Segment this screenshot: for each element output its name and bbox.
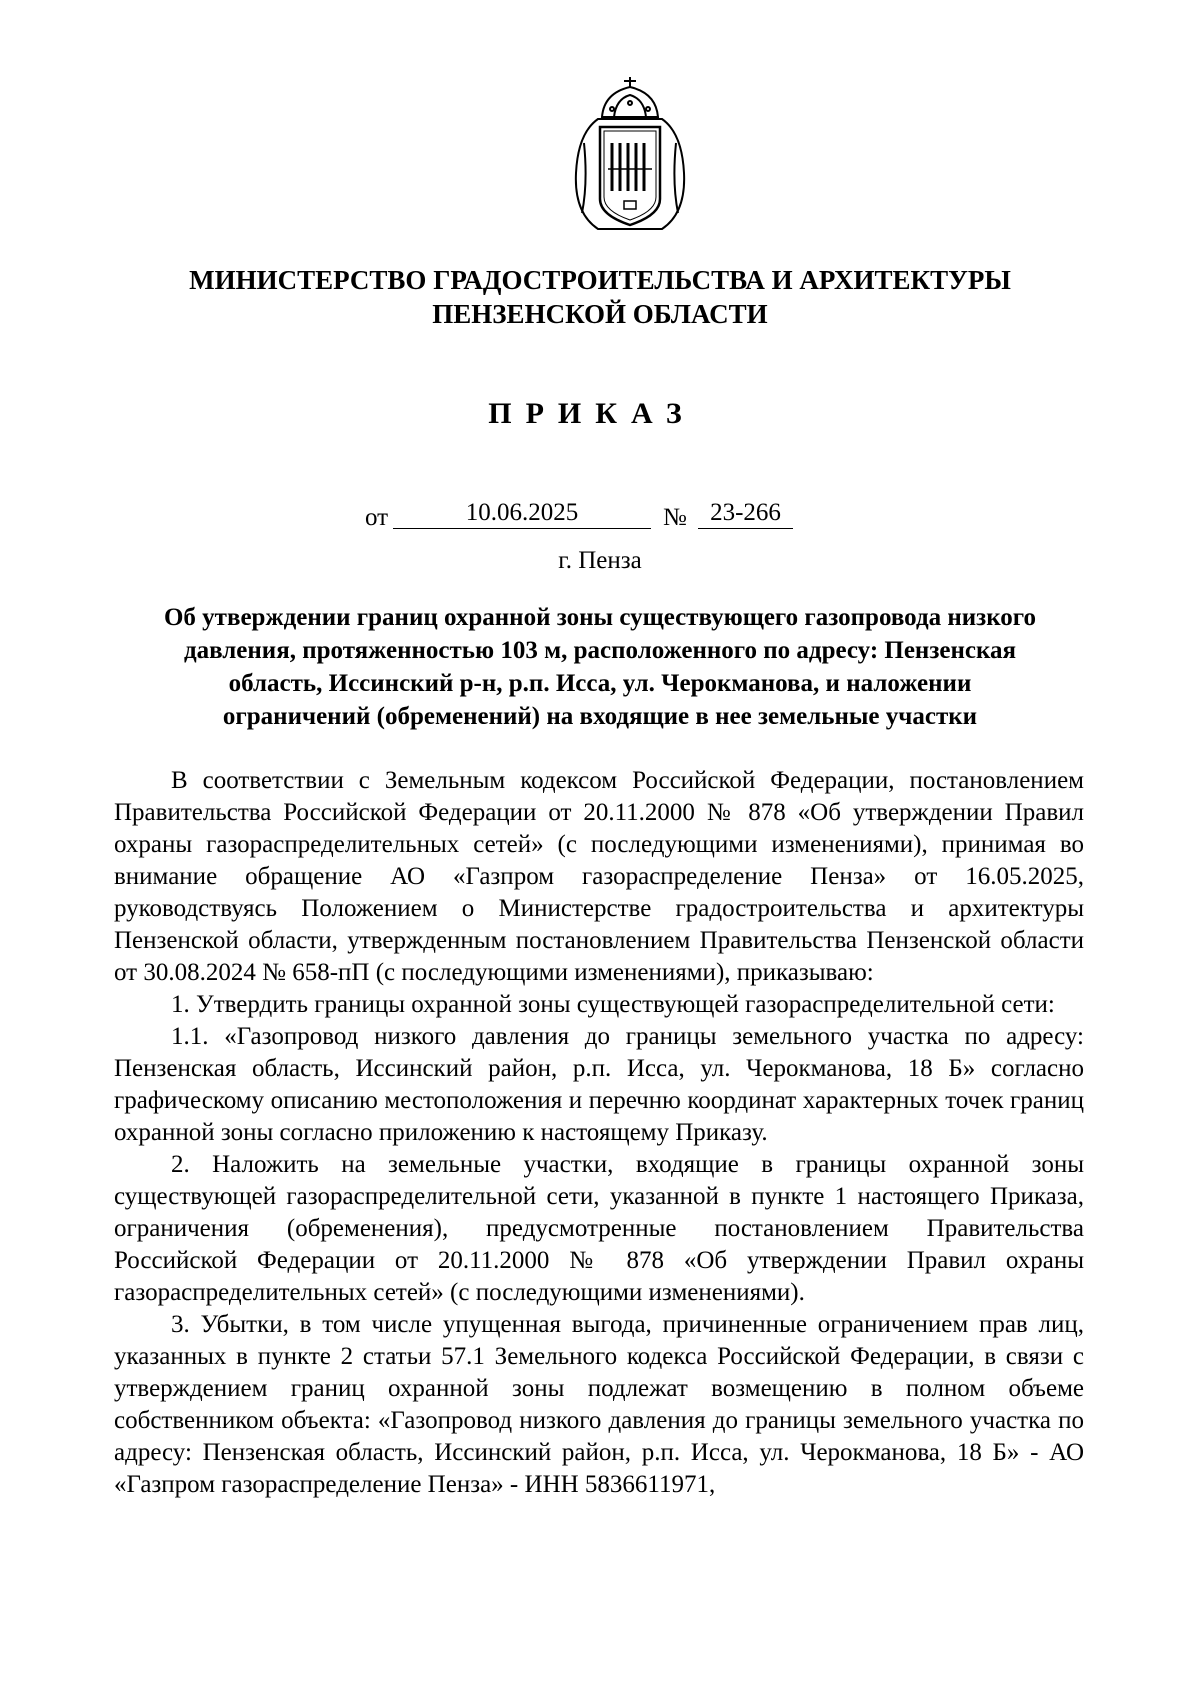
document-title [120, 601, 1080, 733]
preamble-paragraph: В соответствии с Земельным кодексом Российской Федерации, постановлением Правительства Российской Федерации от 20.11.2000 № 878 «Об утверждении Правил охраны газораспределительных сетей» (с последующими изменениями), принимая во внимание обращение АО «Газпром газораспределение Пенза» от 16.05.2025, руководствуясь Положением о Министерстве градостроительства и архитектуры Пензенской области, утвержденным постановлением Правительства Пензенской области от 30.08.2024 № 658-пП (с последующими изменениями), приказываю: [114, 767, 1084, 986]
document-type: ПРИКАЗ [488, 397, 696, 430]
title-line-4: ограничений (обременений) на входящие в нее земельные участки [222, 703, 978, 730]
item-2-paragraph: 2. Наложить на земельные участки, входящие в границы охранной зоны существующей газораспределительной сети, указанной в пункте 1 настоящего Приказа, ограничения (обременения), предусмотренные постановлением Правительства Российской Федерации от 20.11.2000 № 878 «Об утверждении Правил охраны газораспределительных сетей» (с последующими изменениями). [114, 1151, 1084, 1306]
title-line-2: давления, протяженностью 103 м, расположенного по адресу: Пензенская [183, 637, 1017, 664]
document-date: 10.06.2025 [393, 498, 651, 529]
item-3-paragraph: 3. Убытки, в том числе упущенная выгода, причиненные ограничением прав лиц, указанных в пункте 2 статьи 57.1 Земельного кодекса Российской Федерации, в связи с утверждением границ охранной зоны подлежат возмещению в полном объеме собственником объекта: «Газопровод низкого давления до границы земельного участка по адресу: Пензенская область, Иссинский район, р.п. Исса, ул. Черокманова, 18 Б» - АО «Газпром газораспределение Пенза» - ИНН 5836611971, [114, 1311, 1084, 1498]
item-1-1-paragraph: 1.1. «Газопровод низкого давления до границы земельного участка по адресу: Пензенская область, Иссинский район, р.п. Исса, ул. Черокманова, 18 Б» согласно графическому описанию местоположения и перечню координат характерных точек границ охранной зоны согласно приложению к настоящему Приказу. [114, 1023, 1084, 1146]
date-prefix: от [365, 504, 389, 531]
document-body [114, 765, 1084, 1501]
number-prefix: № [663, 504, 687, 531]
title-line-1: Об утверждении границ охранной зоны существующего газопровода низкого [163, 604, 1037, 631]
document-number: 23-266 [698, 498, 793, 529]
city: г. Пенза [558, 547, 642, 574]
ministry-line-2: ПЕНЗЕНСКОЙ ОБЛАСТИ [432, 299, 768, 329]
title-line-3: область, Иссинский р-н, р.п. Исса, ул. Черокманова, и наложении [228, 670, 972, 697]
coat-of-arms-emblem [568, 73, 692, 235]
item-1-paragraph: 1. Утвердить границы охранной зоны существующей газораспределительной сети: [171, 991, 1055, 1018]
ministry-line-1: МИНИСТЕРСТВО ГРАДОСТРОИТЕЛЬСТВА И АРХИТЕКТУРЫ [189, 265, 1011, 295]
ministry-name [0, 263, 1200, 331]
